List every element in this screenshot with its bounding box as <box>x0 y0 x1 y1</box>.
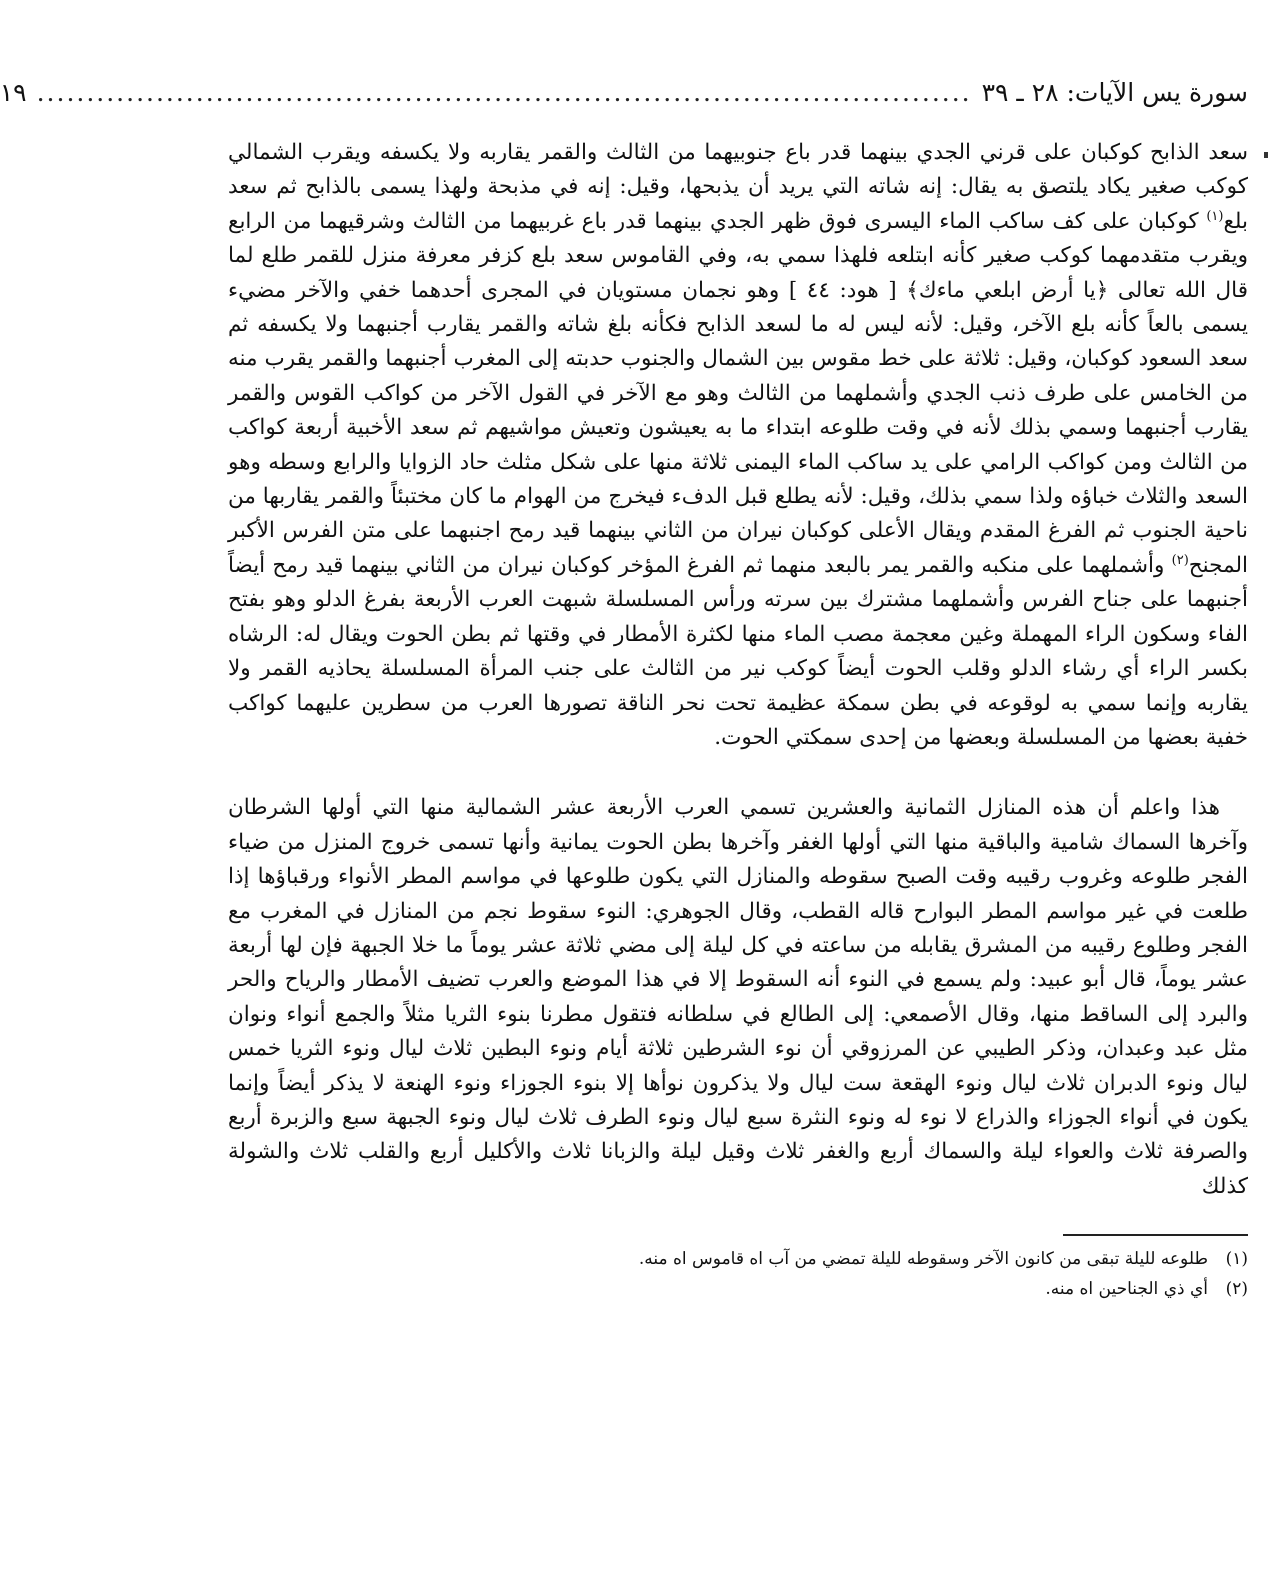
footnote-number: (٢) <box>1225 1279 1248 1300</box>
running-head <box>0 78 1248 122</box>
body-paragraph-2: هذا واعلم أن هذه المنازل الثمانية والعشرين تسمي العرب الأربعة عشر الشمالية منها التي أولها الشرطان وآخرها السماك شامية والباقية منها التي أولها الغفر وآخرها بطن الحوت يمانية وأنها تسمى خروج المنزل من ضياء الفجر طلوعه وغروب رقيبه وقت الصبح سقوطه والمنازل التي يكون طلوعها في مواسم المطر الأنواء ورقباؤها إذا طلعت في غير مواسم المطر البوارح قاله القطب، وقال الجوهري: النوء سقوط نجم من المنازل في المغرب مع الفجر وطلوع رقيبه من المشرق يقابله من ساعته في كل ليلة إلى مضي ثلاثة عشر يوماً ما خلا الجبهة فإن لها أربعة عشر يوماً، قال أبو عبيد: ولم يسمع في النوء أنه السقوط إلا في هذا الموضع والعرب تضيف الأمطار والرياح والحر والبرد إلى الساقط منها، وقال الأصمعي: إلى الطالع في سلطانه فتقول مطرنا بنوء الثريا مثلاً والجمع أنواء ونوان مثل عبد وعبدان، وذكر الطيبي عن المرزوقي أن نوء الشرطين ثلاثة أيام ونوء البطين ثلاث ليال ونوء الثريا خمس ليال ونوء الدبران ثلاث ليال ونوء الهقعة ست ليال ولا يذكرون نوأها إلا بنوء الجوزاء ونوء الهنعة لا يذكر أيضاً وإنما يكون في أنواء الجوزاء والذراع لا نوء له ونوء النثرة سبع ليال ونوء الطرف ثلاث ليال ونوء الجبهة سبع والزبرة أربع والصرفة ثلاث والعواء ليلة والسماك أربع والغفر ثلاث وقيل ليلة والزبانا ثلاث والأكليل أربع والقلب ثلاث والشولة كذلك <box>228 795 1248 1199</box>
paragraph-1-text-c: وأشملهما على منكبه والقمر يمر بالبعد منهما ثم الفرغ المؤخر كوكبان نيران من الثاني بينهما قيد رمح أيضاً أجنبهما على جناح الفرس وأشملهما مشترك بين سرته ورأس المسلسلة شبهت العرب الأربعة بفرغ الدلو وهو بفتح الفاء وسكون الراء المهملة وغين معجمة مصب الماء منها لكثرة الأمطار في وقتها ثم بطن الحوت ويقال له: الرشاه بكسر الراء أي رشاء الدلو وقلب الحوت أيضاً كوكب نير من الثالث على جنب المرأة المسلسلة يحاذيه القمر ولا يقاربه وإنما سمي به لوقوعه في بطن سمكة عظيمة تحت نحر الناقة تصورها العرب من سطرين عليهما كواكب خفية بعضها من المسلسلة وبعضها من إحدى سمكتي الحوت. <box>228 552 1248 750</box>
footnote-ref-1: (١) <box>1206 208 1224 224</box>
paragraph-1-text-a: سعد الذابح كوكبان على قرني الجدي بينهما قدر باع جنوبيهما من الثالث والقمر يقاربه ولا يكسفه ويقرب الشمالي كوكب صغير يكاد يلتصق به يقال: إنه شاته التي يريد أن يذبحها، وقيل: إنه في مذبحة ولهذا يسمى بالذابح ثم سعد بلع <box>228 140 1248 234</box>
page-number: ١٩ <box>0 78 27 107</box>
margin-mark <box>1264 152 1268 158</box>
footnote-divider <box>1063 1234 1248 1236</box>
body-paragraph-1 <box>228 136 1248 755</box>
footnote-text: أي ذي الجناحين اه منه. <box>1045 1279 1208 1300</box>
leader-dots: .............................................................................................. <box>36 78 972 107</box>
paragraph-1-text-b: كوكبان على كف ساكب الماء اليسرى فوق ظهر الجدي بينهما قدر باع غربيهما من الثالث وشرقيهما من الرابع ويقرب متقدمهما كوكب صغير كأنه ابتلعه فلهذا سمي به، وفي القاموس سعد بلع كزفر معرفة منزل للقمر طلع لما قال الله تعالى ﴿يا أرض ابلعي ماءك﴾ [ هود: ٤٤ ] وهو نجمان مستويان في المجرى أحدهما خفي والآخر مضيء يسمى بالعاً كأنه بلع الآخر، وقيل: لأنه ليس له ما لسعد الذابح فكأنه بلغ شاته والقمر يقارب أجنبهما ولا يكسفه ثم سعد السعود كوكبان، وقيل: ثلاثة على خط مقوس بين الشمال والجنوب حدبته إلى المغرب أجنبهما والقمر يقرب منه من الخامس على طرف ذنب الجدي وأشملهما من الثالث وهو مع الآخر في القول الآخر من كواكب القوس والقمر يقارب أجنبهما وسمي بذلك لأنه في وقت طلوعه ابتداء ما به يعيشون وتعيش مواشيهم ثم سعد الأخبية أربعة كواكب من الثالث ومن كواكب الرامي على يد ساكب الماء اليمنى ثلاثة منها على شكل مثلث حاد الزوايا والرابع وسطه وهو السعد والثلاث خباؤه ولذا سمي بذلك، وقيل: لأنه يطلع قبل الدفء فيخرج من الهوام ما كان مختبئاً والقمر يقاربها من ناحية الجنوب ثم الفرغ المقدم ويقال الأعلى كوكبان نيران من الثاني بينهما قيد رمح اجنبهما على متن الفرس الأكبر المجنح <box>228 208 1248 578</box>
footnotes <box>228 1244 1248 1304</box>
surah-title: سورة يس الآيات: ٢٨ ـ ٣٩ <box>981 78 1248 107</box>
footnote-number: (١) <box>1225 1249 1248 1270</box>
footnote-1 <box>228 1244 1248 1274</box>
footnote-2 <box>228 1274 1248 1304</box>
footnote-text: طلوعه لليلة تبقى من كانون الآخر وسقوطه لليلة تمضي من آب اه قاموس اه منه. <box>638 1249 1208 1270</box>
footnote-ref-2: (٢) <box>1171 552 1189 568</box>
document-page <box>0 78 1248 1558</box>
